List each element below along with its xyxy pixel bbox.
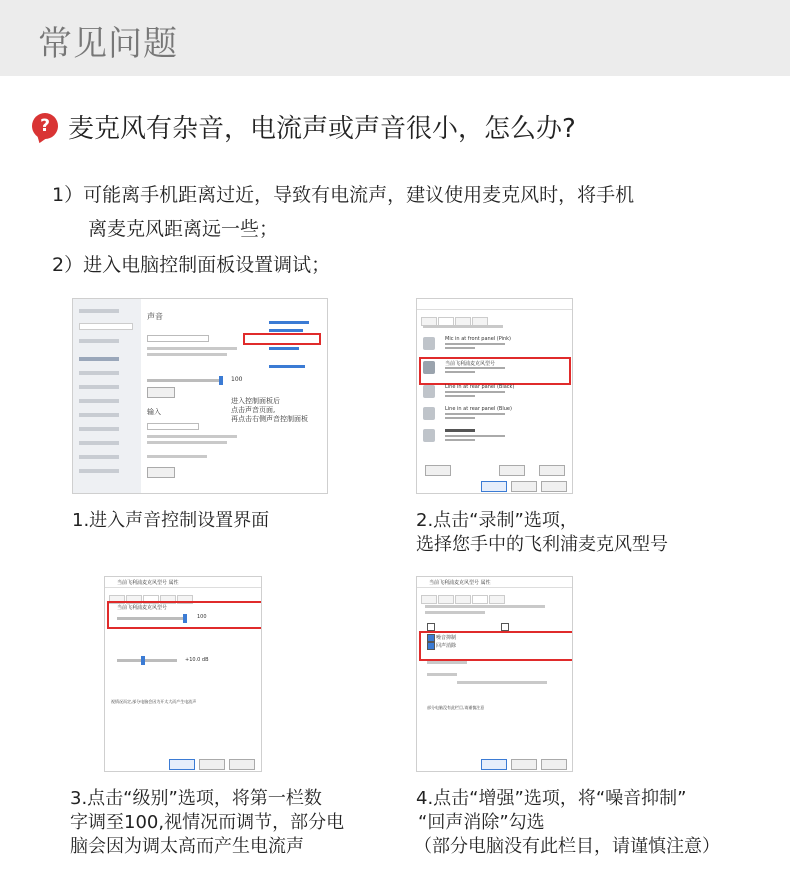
- selected-device-highlight: [419, 357, 571, 385]
- mic-boost-value: +10.0 dB: [185, 657, 209, 663]
- device-philips-mic-label: 当前飞利浦麦克风型号: [445, 361, 496, 367]
- caption-3-line-1: 3.点击“级别”选项，将第一栏数: [70, 788, 322, 809]
- levels-note: 视情况而定,部分电脑会因为开太大而产生电流声: [111, 699, 197, 704]
- page-header: [0, 0, 790, 76]
- sound-control-panel-link-highlight[interactable]: [243, 333, 321, 345]
- question-bubble-icon: ?: [32, 113, 58, 139]
- caption-2-line-2: 选择您手中的飞利浦麦克风型号: [416, 534, 668, 555]
- device-line-blue[interactable]: Line in at rear panel (Blue): [445, 406, 512, 412]
- caption-4-line-2: “回声消除”勾选: [418, 812, 545, 833]
- input-section-label: 输入: [147, 408, 161, 416]
- screenshot-enhancements-tab: [416, 576, 573, 772]
- screenshot-recording-tab: [416, 298, 573, 494]
- mic-level-value: 100: [197, 614, 207, 620]
- level-highlight: [107, 601, 262, 629]
- settings-sidebar: [73, 299, 141, 493]
- hint-line-3: 再点击右侧声音控制面板: [231, 415, 308, 423]
- enhancement-options-highlight: [419, 631, 573, 661]
- sound-page-title: 声音: [147, 312, 163, 321]
- step-1-line-2: 离麦克风距离远一些；: [88, 218, 279, 240]
- step-2: 2）进入电脑控制面板设置调试；: [52, 254, 331, 276]
- output-volume-value: 100: [231, 376, 243, 383]
- question-text: 麦克风有杂音，电流声或声音很小，怎么办?: [68, 114, 576, 144]
- levels-dialog-title: 当前飞利浦麦克风型号 属性: [117, 580, 179, 586]
- screenshot-levels-tab: [104, 576, 262, 772]
- step-1-line-1: 1）可能离手机距离过近，导致有电流声，建议使用麦克风时，将手机: [52, 184, 635, 206]
- caption-3-line-2: 字调至100,视情况而调节，部分电: [70, 812, 345, 833]
- mic-boost-slider[interactable]: [117, 659, 177, 662]
- caption-1: 1.进入声音控制设置界面: [72, 510, 270, 531]
- page-title: 常见问题: [38, 24, 178, 64]
- output-volume-slider[interactable]: [147, 379, 221, 382]
- level-device-label: 当前飞利浦麦克风型号: [117, 605, 168, 611]
- caption-4-line-3: （部分电脑没有此栏目，请谨慎注意）: [414, 836, 720, 857]
- device-line-black[interactable]: Line in at rear panel (Black): [445, 384, 515, 390]
- noise-suppression-label: 噪音抑制: [436, 635, 457, 641]
- echo-cancellation-label: 回声消除: [436, 643, 457, 649]
- enhancements-dialog-title: 当前飞利浦麦克风型号 属性: [429, 580, 491, 586]
- caption-3-line-3: 脑会因为调太高而产生电流声: [70, 836, 304, 857]
- hint-line-1: 进入控制面板后: [231, 397, 280, 405]
- enhancements-note: 部分电脑没有此栏目,请谨慎注意: [427, 705, 485, 710]
- caption-2-line-1: 2.点击“录制”选项，: [416, 510, 578, 531]
- caption-4-line-1: 4.点击“增强”选项，将“噪音抑制”: [416, 788, 687, 809]
- screenshot-sound-settings: [72, 298, 328, 494]
- hint-line-2: 点击声音页面,: [231, 406, 276, 414]
- device-mic-front[interactable]: Mic in at front panel (Pink): [445, 336, 512, 342]
